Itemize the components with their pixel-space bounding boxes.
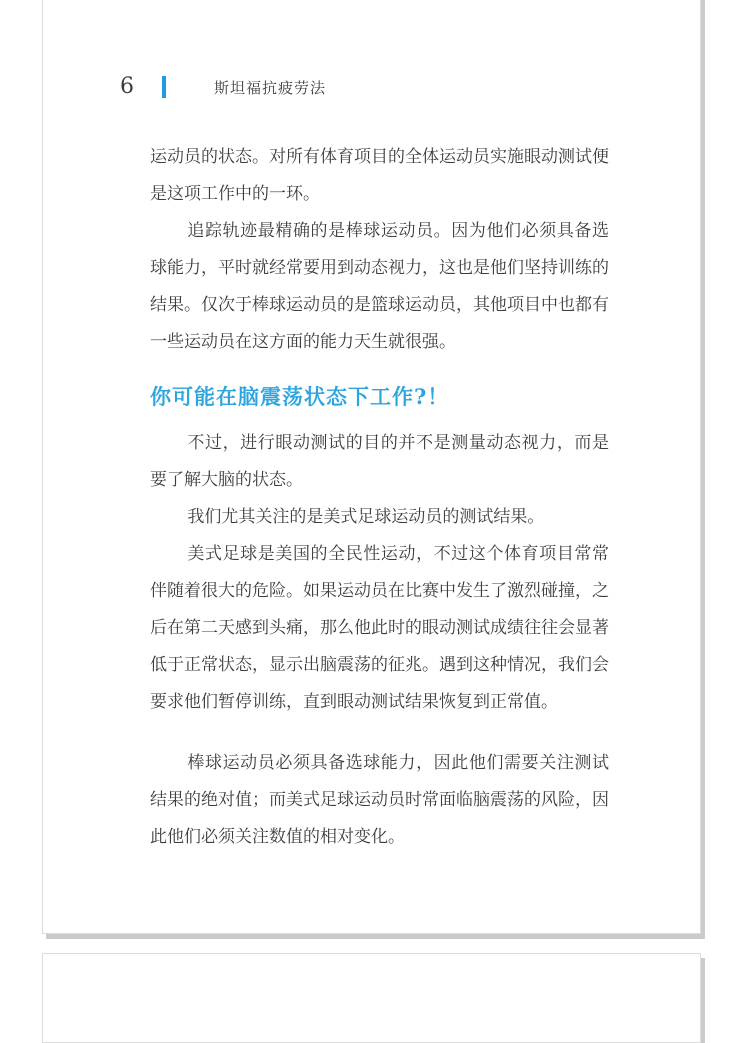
book-title: 斯坦福抗疲劳法	[214, 79, 327, 97]
body-paragraph: 追踪轨迹最精确的是棒球运动员。因为他们必须具备选球能力，平时就经常要用到动态视力，这也是他们坚持训练的结果。仅次于棒球运动员的是篮球运动员，其他项目中也都有一些运动员在这方面的能力天生就很强。	[150, 221, 609, 352]
body-paragraph: 美式足球是美国的全民性运动，不过这个体育项目常常伴随着很大的危险。如果运动员在比赛中发生了激烈碰撞，之后在第二天感到头痛，那么他此时的眼动测试成绩往往会显著低于正常状态，显示出脑震荡的征兆。遇到这种情况，我们会要求他们暂停训练，直到眼动测试结果恢复到正常值。	[150, 544, 609, 712]
page-body	[150, 139, 609, 856]
summary-paragraph: 棒球运动员必须具备选球能力，因此他们需要关注测试结果的绝对值；而美式足球运动员时常面临脑震荡的风险，因此他们必须关注数值的相对变化。	[150, 753, 609, 847]
body-paragraph: 运动员的状态。对所有体育项目的全体运动员实施眼动测试便是这项工作中的一环。	[150, 147, 609, 204]
body-paragraph: 不过，进行眼动测试的目的并不是测量动态视力，而是要了解大脑的状态。	[150, 433, 609, 490]
header-accent-bar-icon	[162, 76, 166, 98]
body-paragraph: 我们尤其关注的是美式足球运动员的测试结果。	[187, 507, 545, 527]
next-page-edge	[42, 953, 701, 1043]
section-heading: 你可能在脑震荡状态下工作?！	[150, 384, 450, 409]
page-number: 6	[120, 74, 134, 99]
book-page	[42, 0, 701, 934]
